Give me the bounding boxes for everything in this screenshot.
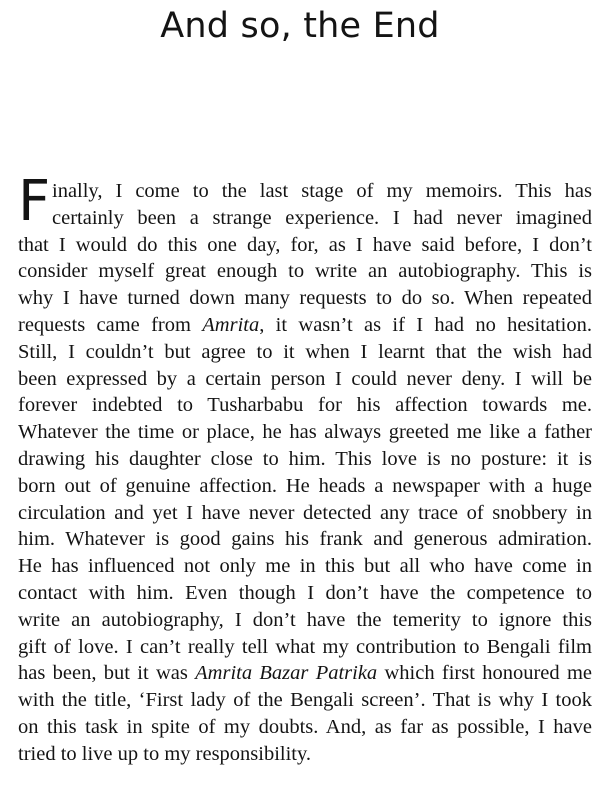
text-run: requests came from [18,313,203,336]
paragraph-line [18,660,592,687]
paragraph-line: circulation and yet I have never detected any trace of snobbery in [18,501,592,524]
text-run: which first honoured me [377,662,593,685]
text-run: , it wasn’t as if I had no hesitation. [259,313,592,336]
paragraph-line: Whatever the time or place, he has always greeted me like a father [18,421,592,444]
chapter-title: And so, the End [160,6,440,46]
italic-title-newspaper: Amrita Bazar Patrika [195,662,378,685]
paragraph-line [18,312,592,339]
paragraph-line: He has influenced not only me in this but all who have come in [18,555,592,578]
paragraph-line: on this task in spite of my doubts. And, as far as possible, I have [18,715,592,738]
paragraph-line: that I would do this one day, for, as I have said before, I don’t [18,233,592,256]
drop-cap: F [18,169,51,234]
paragraph-line: certainly been a strange experience. I had never imagined [52,206,592,229]
paragraph-line: him. Whatever is good gains his frank and generous admiration. [18,528,592,551]
paragraph-line: why I have turned down many requests to do so. When repeated [18,287,592,310]
paragraph-line: Still, I couldn’t but agree to it when I learnt that the wish had [18,340,592,363]
paragraph-line: born out of genuine affection. He heads a newspaper with a huge [18,474,592,497]
paragraph-line: tried to live up to my responsibility. [18,742,312,765]
paragraph-line: gift of love. I can’t really tell what my contribution to Bengali film [18,635,592,658]
paragraph-line: contact with him. Even though I don’t have the competence to [18,581,592,604]
paragraph-line: been expressed by a certain person I could never deny. I will be [18,367,592,390]
paragraph-line: forever indebted to Tusharbabu for his affection towards me. [18,394,592,417]
memoir-paragraph [18,169,593,768]
paragraph-line: with the title, ‘First lady of the Bengali screen’. That is why I took [18,689,592,712]
paragraph-line: consider myself great enough to write an autobiography. This is [18,260,592,283]
text-run: has been, but it was [18,662,196,685]
paragraph-line: write an autobiography, I don’t have the temerity to ignore this [18,608,592,631]
paragraph-line: drawing his daughter close to him. This love is no posture: it is [18,447,592,470]
paragraph-line: inally, I come to the last stage of my memoirs. This has [52,180,592,202]
italic-title-amrita: Amrita [202,313,260,336]
